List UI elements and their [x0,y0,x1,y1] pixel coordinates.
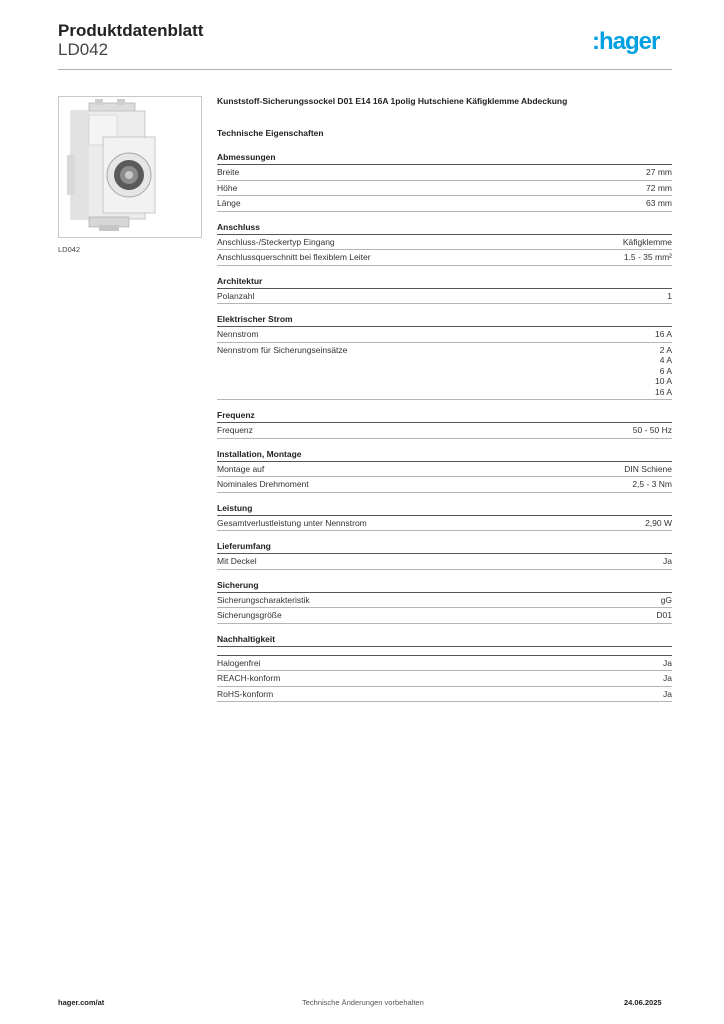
footer-date: 24.06.2025 [624,998,662,1007]
property-row [217,687,672,703]
section-sicherung [217,579,672,624]
property-label: Anschluss-/Steckertyp Eingang [217,236,335,247]
property-row [217,235,672,251]
property-value [645,518,672,529]
property-label: Nennstrom [217,329,259,339]
property-value-item: 1 [667,290,672,301]
property-value-item: Käfigklemme [622,236,672,247]
property-label: Breite [217,167,240,177]
property-value-item: 4 A [659,355,672,365]
property-value-item: 2,90 W [645,517,672,528]
property-row [217,671,672,687]
property-value-item: Ja [663,688,672,699]
page-title: Produktdatenblatt [58,21,204,40]
property-value [646,198,672,209]
property-value [667,291,672,302]
property-row [217,656,672,672]
footer-website[interactable]: hager.com/at [58,998,105,1007]
property-value-item: 1.5 - 35 mm² [623,252,672,262]
property-row [217,554,672,570]
property-value-item: 2 A [659,344,672,355]
section-installation-montage [217,448,672,493]
section-title: Architektur [217,275,672,289]
property-value [663,658,672,669]
image-caption: LD042 [58,245,81,254]
fuse-base-illustration [59,97,201,237]
property-value [655,329,672,340]
property-value [663,673,672,684]
property-value [623,237,672,248]
property-row [217,593,672,609]
footer-disclaimer: Technische Änderungen vorbehalten [302,998,424,1007]
property-value-item: Ja [663,556,672,566]
property-label: Länge [217,198,241,208]
property-label: Mit Deckel [217,556,257,566]
property-label: Polanzahl [217,290,255,301]
property-sections [217,151,672,702]
property-value-item: Ja [663,673,672,683]
section-title: Abmessungen [217,151,672,165]
property-row [217,181,672,197]
property-label: REACH-konform [217,673,281,683]
hager-logo [592,28,676,56]
logo-text: :hager [592,28,660,55]
product-image [58,96,202,238]
property-value-item: 27 mm [646,167,672,177]
property-value [624,464,672,475]
property-value [646,183,672,194]
section-elektrischer-strom [217,313,672,400]
property-row [217,289,672,305]
header-divider [58,69,672,70]
property-value-item: 63 mm [646,198,672,208]
property-value-item: 50 - 50 Hz [632,425,672,435]
product-title: Kunststoff-Sicherungssockel D01 E14 16A 1polig Hutschiene Käfigklemme Abdeckung [217,96,568,106]
property-label: Frequenz [217,425,253,435]
section-title: Sicherung [217,579,672,593]
property-label: Nennstrom für Sicherungseinsätze [217,344,348,355]
technical-properties-heading: Technische Eigenschaften [217,128,324,138]
property-value-item: 72 mm [646,182,672,193]
property-value [655,345,672,398]
property-value-item: D01 [656,610,672,620]
property-value-item: 10 A [654,376,672,386]
property-row [217,327,672,343]
property-label: Gesamtverlustleistung unter Nennstrom [217,517,367,528]
property-row [217,462,672,478]
section-abmessungen [217,151,672,212]
section-title: Lieferumfang [217,540,672,554]
property-label: Montage auf [217,463,265,474]
property-label: Sicherungsgröße [217,610,282,620]
property-label: Höhe [217,182,238,193]
property-row [217,477,672,493]
section-title: Frequenz [217,409,672,423]
property-row [217,343,672,401]
property-value-item: Ja [663,657,672,668]
property-row [217,165,672,181]
property-value [661,595,672,606]
section-title: Installation, Montage [217,448,672,462]
section-leistung [217,502,672,532]
section-title: Nachhaltigkeit [217,633,672,647]
property-value-item: 6 A [659,365,672,376]
property-label: RoHS-konform [217,688,274,699]
property-value-item: gG [660,594,672,605]
section-title: Anschluss [217,221,672,235]
section-title: Leistung [217,502,672,516]
product-code: LD042 [58,40,109,59]
property-value [633,425,672,436]
property-row [217,608,672,624]
property-value [646,167,672,178]
property-label: Anschlussquerschnitt bei flexiblem Leiter [217,252,371,262]
section-lieferumfang [217,540,672,570]
property-label: Nominales Drehmoment [217,479,309,489]
property-value [624,252,672,263]
property-row [217,516,672,532]
property-value [663,556,672,567]
property-label: Sicherungscharakteristik [217,594,310,605]
property-value-item: 2,5 - 3 Nm [632,479,672,489]
content-column [217,94,672,711]
property-row [217,196,672,212]
section-anschluss [217,221,672,266]
property-row [217,250,672,266]
section-spacer [217,647,672,656]
property-value [663,689,672,700]
section-frequenz [217,409,672,439]
property-row [217,423,672,439]
section-architektur [217,275,672,305]
property-value [656,610,672,621]
property-value [632,479,672,490]
property-value-item: 16 A [654,329,672,339]
property-label: Halogenfrei [217,657,261,668]
property-value-item: 16 A [654,386,672,397]
section-nachhaltigkeit [217,633,672,703]
section-title: Elektrischer Strom [217,313,672,327]
property-value-item: DIN Schiene [624,463,672,474]
